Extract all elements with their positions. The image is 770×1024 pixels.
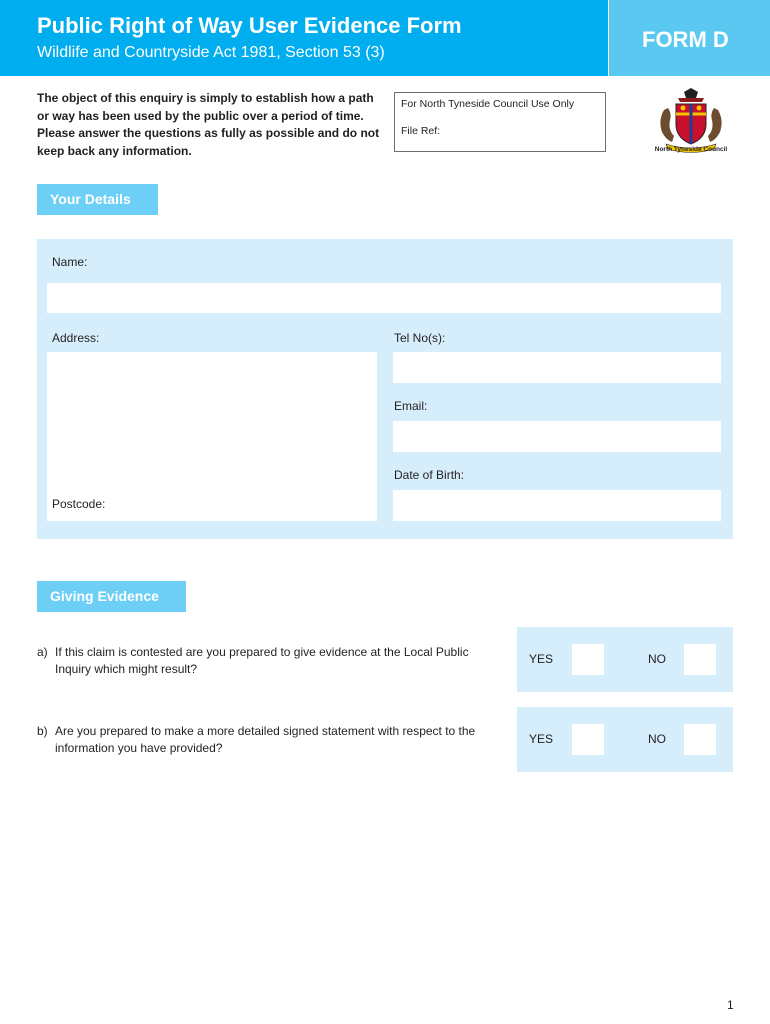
question-b-yes-checkbox[interactable]	[572, 724, 604, 755]
form-subtitle: Wildlife and Countryside Act 1981, Section 53 (3)	[37, 44, 385, 61]
form-code: FORM D	[642, 27, 729, 52]
dob-label: Date of Birth:	[394, 468, 465, 482]
council-name: North Tyneside Council	[654, 146, 728, 153]
question-a-text: If this claim is contested are you prepared to give evidence at the Local Public Inquiry which might result?	[55, 645, 469, 676]
name-input[interactable]	[47, 283, 721, 313]
tel-input[interactable]	[393, 352, 721, 383]
question-b-no-checkbox[interactable]	[684, 724, 716, 755]
question-a-letter: a)	[37, 645, 48, 659]
address-label: Address:	[52, 331, 100, 345]
postcode-label: Postcode:	[52, 497, 106, 511]
question-a-yes-label: YES	[529, 652, 554, 666]
question-a-no-checkbox[interactable]	[684, 644, 716, 675]
question-b-letter: b)	[37, 724, 48, 738]
question-b-no-label: NO	[648, 732, 666, 746]
office-use-box	[394, 92, 606, 152]
question-b-text: Are you prepared to make a more detailed signed statement with respect to the information you have provided?	[55, 724, 476, 755]
form-title: Public Right of Way User Evidence Form	[37, 13, 462, 38]
intro-text: The object of this enquiry is simply to establish how a path or way has been used by the public over a period of time. Please answer the questions as fully as possible and do not keep back any information.	[37, 91, 380, 158]
question-a-no-label: NO	[648, 652, 666, 666]
question-a-answer-box	[517, 627, 733, 692]
address-input[interactable]	[47, 352, 377, 521]
name-label: Name:	[52, 255, 88, 269]
file-ref-label: File Ref:	[401, 125, 441, 137]
header-bar	[0, 0, 608, 76]
email-input[interactable]	[393, 421, 721, 452]
tel-label: Tel No(s):	[394, 331, 446, 345]
question-a-yes-checkbox[interactable]	[572, 644, 604, 675]
page-number: 1	[727, 998, 734, 1012]
email-label: Email:	[394, 399, 428, 413]
office-use-title: For North Tyneside Council Use Only	[401, 98, 575, 110]
your-details-heading: Your Details	[37, 184, 158, 215]
dob-input[interactable]	[393, 490, 721, 521]
giving-evidence-heading: Giving Evidence	[37, 581, 186, 612]
question-b-answer-box	[517, 707, 733, 772]
question-b-yes-label: YES	[529, 732, 554, 746]
